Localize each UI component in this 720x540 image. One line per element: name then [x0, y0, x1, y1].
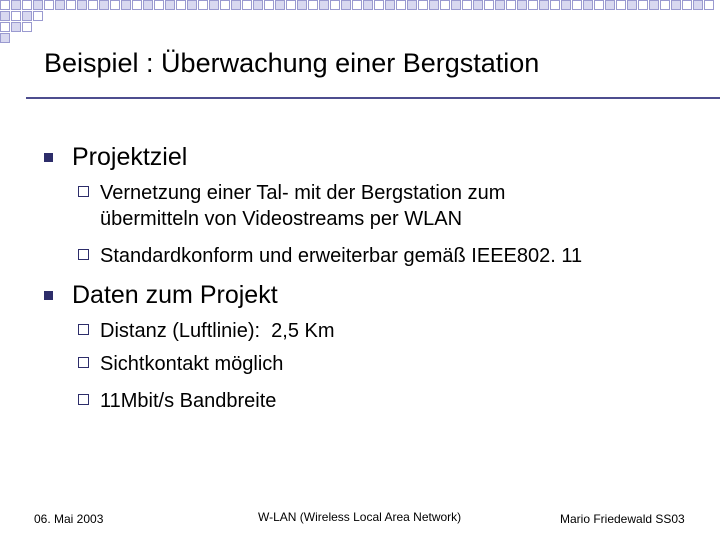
decor-square [429, 0, 439, 10]
decorative-squares [0, 0, 720, 40]
title-divider [26, 97, 720, 99]
decor-square [198, 0, 208, 10]
hollow-square-bullet-icon [78, 324, 89, 335]
decor-square [11, 22, 21, 32]
decor-square [407, 0, 417, 10]
decor-square [374, 0, 384, 10]
subbullet-text: Distanz (Luftlinie): 2,5 Km [100, 320, 335, 342]
footer-date: 06. Mai 2003 [34, 512, 104, 526]
decor-square [165, 0, 175, 10]
decor-square [11, 0, 21, 10]
decor-square [253, 0, 263, 10]
decor-square [297, 0, 307, 10]
decor-square [352, 0, 362, 10]
decor-square [517, 0, 527, 10]
square-bullet-icon [44, 153, 53, 162]
hollow-square-bullet-icon [78, 357, 89, 368]
decor-square [66, 0, 76, 10]
decor-square [693, 0, 703, 10]
decor-square [583, 0, 593, 10]
footer-title: W-LAN (Wireless Local Area Network) [258, 510, 462, 524]
decor-square [528, 0, 538, 10]
decor-square [176, 0, 186, 10]
decor-square [209, 0, 219, 10]
decor-square [220, 0, 230, 10]
decor-square [572, 0, 582, 10]
decor-square [462, 0, 472, 10]
decor-square [649, 0, 659, 10]
decor-square [11, 11, 21, 21]
decor-square [77, 0, 87, 10]
subbullet-line: Vernetzung einer Tal- mit der Bergstation zum [100, 182, 506, 204]
decor-square [121, 0, 131, 10]
subbullet-text: 11Mbit/s Bandbreite [100, 390, 277, 412]
decor-square [264, 0, 274, 10]
square-bullet-icon [44, 291, 53, 300]
decor-square [539, 0, 549, 10]
decor-square [22, 0, 32, 10]
bullet-text: Projektziel [72, 143, 188, 171]
decor-square [88, 0, 98, 10]
decor-square [550, 0, 560, 10]
decor-square [396, 0, 406, 10]
subbullet-text: Sichtkontakt möglich [100, 353, 284, 375]
decor-square [231, 0, 241, 10]
decor-square [110, 0, 120, 10]
subbullet-text: Standardkonform und erweiterbar gemäß IEEE802. 11 [100, 245, 583, 267]
decor-square [363, 0, 373, 10]
slide-title: Beispiel : Überwachung einer Bergstation [44, 48, 540, 78]
decor-square [385, 0, 395, 10]
decor-square [671, 0, 681, 10]
decor-square [594, 0, 604, 10]
decor-square [495, 0, 505, 10]
decor-square [154, 0, 164, 10]
decor-square [473, 0, 483, 10]
decor-square [506, 0, 516, 10]
decor-square [418, 0, 428, 10]
decor-square [99, 0, 109, 10]
decor-square [319, 0, 329, 10]
decor-square [451, 0, 461, 10]
footer-author: Mario Friedewald SS03 [560, 512, 685, 526]
decor-square [605, 0, 615, 10]
decor-square [143, 0, 153, 10]
decor-square [44, 0, 54, 10]
decor-square [55, 0, 65, 10]
decor-square [704, 0, 714, 10]
hollow-square-bullet-icon [78, 394, 89, 405]
decor-square [638, 0, 648, 10]
decor-square [561, 0, 571, 10]
decor-square [330, 0, 340, 10]
decor-square [627, 0, 637, 10]
decor-square [22, 22, 32, 32]
decor-square [308, 0, 318, 10]
decor-square [22, 11, 32, 21]
decor-square [0, 0, 10, 10]
decor-square [0, 33, 10, 43]
hollow-square-bullet-icon [78, 249, 89, 260]
decor-square [0, 22, 10, 32]
decor-square [33, 11, 43, 21]
decor-square [286, 0, 296, 10]
bullet-text: Daten zum Projekt [72, 281, 278, 309]
decor-square [660, 0, 670, 10]
decor-square [0, 11, 10, 21]
decor-square [341, 0, 351, 10]
hollow-square-bullet-icon [78, 186, 89, 197]
subbullet-text [100, 180, 690, 232]
decor-square [33, 0, 43, 10]
decor-square [132, 0, 142, 10]
decor-square [484, 0, 494, 10]
decor-square [242, 0, 252, 10]
subbullet-line: übermitteln von Videostreams per WLAN [100, 208, 463, 230]
decor-square [187, 0, 197, 10]
decor-square [275, 0, 285, 10]
decor-square [440, 0, 450, 10]
decor-square [682, 0, 692, 10]
decor-square [616, 0, 626, 10]
